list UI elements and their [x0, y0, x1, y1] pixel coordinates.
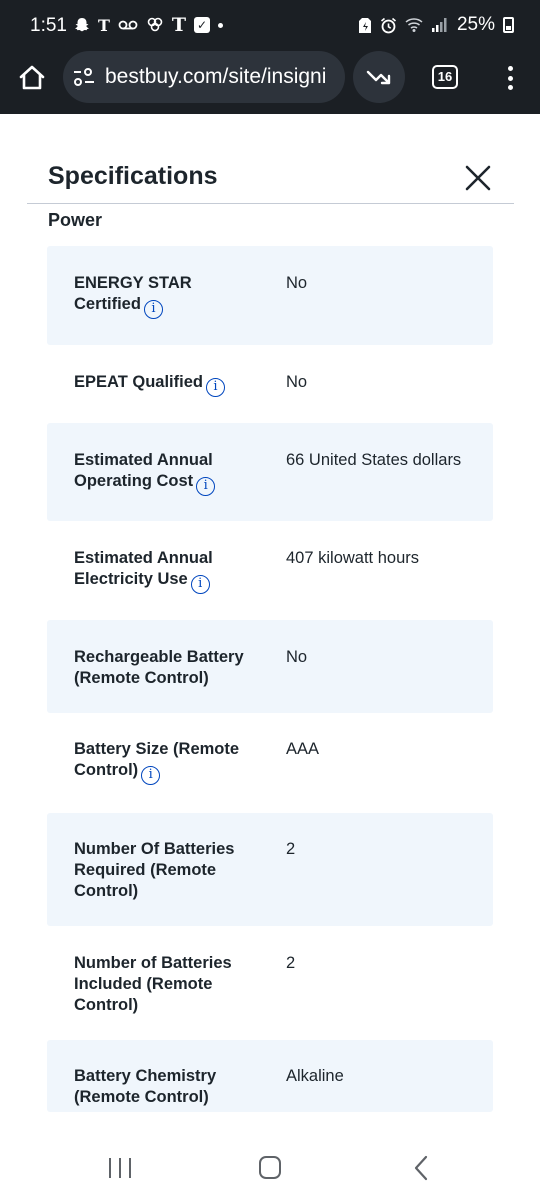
tab-switcher-button[interactable]: 16 [432, 65, 458, 89]
info-icon[interactable]: i [196, 477, 215, 496]
spec-row [47, 620, 493, 713]
spec-row [47, 1040, 493, 1112]
info-icon[interactable]: i [191, 575, 210, 594]
spec-label: Rechargeable Battery (Remote Control) [74, 648, 244, 687]
tmobile-icon: T [98, 15, 110, 35]
spec-label: Estimated Annual Operating Cost i [74, 450, 274, 496]
spec-label: Battery Chemistry (Remote Control) [74, 1067, 217, 1106]
browser-toolbar [0, 50, 540, 106]
checkbox-icon: ✓ [194, 17, 210, 33]
home-icon[interactable] [16, 62, 48, 94]
system-nav-bar [0, 1130, 540, 1200]
spec-row [47, 813, 493, 926]
spec-label: Number of Batteries Included (Remote Control) [74, 954, 232, 1014]
spec-label: Estimated Annual Electricity Use i [74, 548, 274, 594]
spec-label: Number Of Batteries Required (Remote Control) [74, 840, 235, 900]
address-bar[interactable] [63, 51, 345, 103]
voicemail-icon [118, 19, 138, 31]
page-title: Specifications [48, 162, 218, 190]
spec-row [47, 345, 493, 423]
wifi-icon [405, 17, 423, 33]
back-icon[interactable] [413, 1155, 429, 1181]
home-nav-icon[interactable] [259, 1156, 281, 1179]
trending-down-icon [366, 67, 392, 87]
spec-row [47, 246, 493, 345]
snapchat-icon [74, 17, 90, 33]
spec-row [47, 713, 493, 813]
spec-label [74, 372, 274, 397]
notification-icons [74, 14, 223, 36]
recents-icon[interactable] [109, 1158, 131, 1178]
spec-label: Battery Size (Remote Control) i [74, 739, 274, 785]
battery-saver-icon [358, 17, 372, 34]
site-settings-icon[interactable] [73, 67, 95, 87]
battery-icon [503, 17, 514, 33]
spec-value: AAA [286, 740, 320, 758]
spec-value: No [286, 274, 308, 292]
status-time: 1:51 [30, 15, 67, 36]
spec-value: No [286, 373, 308, 391]
spec-value: 66 United States dollars [286, 451, 462, 469]
tmobile-icon: T [171, 14, 187, 36]
status-bar [0, 0, 540, 50]
cell-signal-icon [431, 17, 449, 33]
alarm-icon [380, 17, 397, 34]
price-tracking-button[interactable] [353, 51, 405, 103]
spec-value: Alkaline [286, 1067, 344, 1085]
spec-table [47, 246, 493, 1112]
sheet-header [27, 114, 514, 204]
system-icons [358, 14, 514, 36]
battery-percent: 25% [456, 14, 495, 35]
info-icon[interactable]: i [141, 766, 160, 785]
dot-icon [218, 23, 223, 28]
info-icon[interactable]: i [144, 300, 163, 319]
spec-row [47, 926, 493, 1040]
spec-value: No [286, 648, 308, 666]
info-icon[interactable]: i [206, 378, 225, 397]
spec-value: 2 [286, 954, 296, 972]
browser-chrome [0, 0, 540, 114]
section-title: Power [48, 210, 103, 230]
url-text: bestbuy.com/site/insigni [105, 65, 327, 88]
spec-row [47, 423, 493, 521]
overflow-menu-icon[interactable] [500, 62, 520, 94]
spec-value: 407 kilowatt hours [286, 549, 419, 567]
spec-label-text: EPEAT Qualified [74, 373, 203, 391]
spec-value: 2 [286, 840, 296, 858]
signal-alt-icon [146, 16, 164, 34]
close-icon[interactable] [463, 163, 493, 193]
spec-label: ENERGY STAR Certified i [74, 273, 274, 319]
spec-row [47, 521, 493, 620]
